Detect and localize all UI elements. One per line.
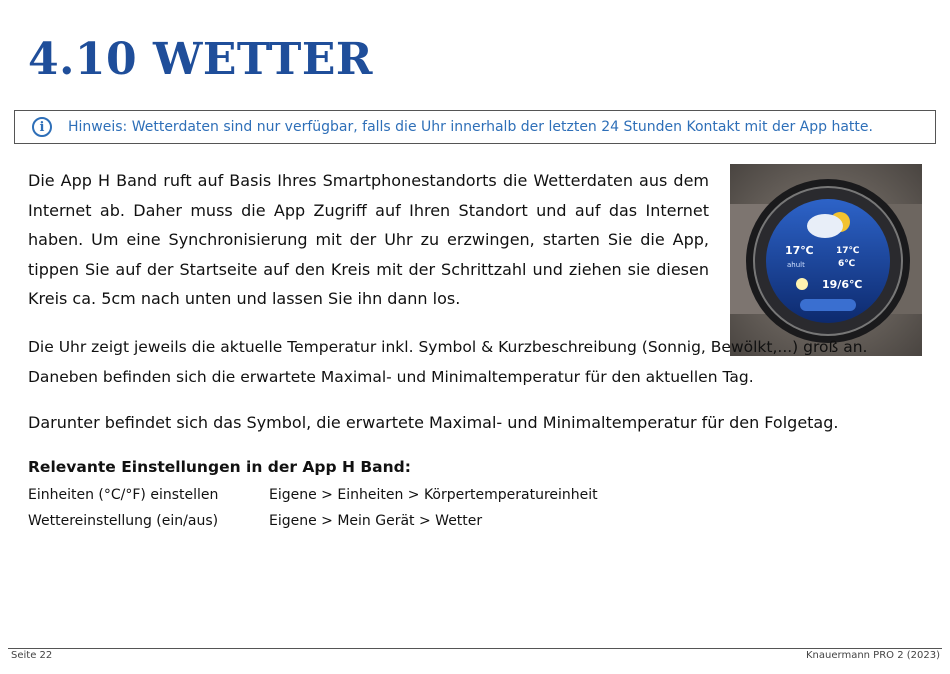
settings-heading: Relevante Einstellungen in der App H Band: xyxy=(28,458,411,476)
info-icon: i xyxy=(32,117,52,137)
document-title: Knauermann PRO 2 (2023) xyxy=(806,650,940,661)
current-temp: 17℃ xyxy=(785,244,814,257)
tomorrow-range: 19/6℃ xyxy=(822,278,863,291)
paragraph-sync: Die App H Band ruft auf Basis Ihres Smartphonestandorts die Wetterdaten aus dem Internet ab. Daher muss die App Zugriff auf Ihren Standort und auf das Internet haben. Um eine Synchronisierung mit der Uhr zu erzwingen, starten Sie die App, tippen Sie auf der Startseite auf den Kreis mit der Schrittzahl und ziehen sie diesen Kreis ca. 5cm nach unten und lassen Sie ihn dann los. xyxy=(28,171,709,308)
settings-label: Einheiten (°C/°F) einstellen xyxy=(28,487,219,503)
hint-box xyxy=(14,110,936,144)
settings-label: Wettereinstellung (ein/aus) xyxy=(28,513,219,529)
settings-row-weather xyxy=(28,513,482,529)
hint-text: Hinweis: Wetterdaten sind nur verfügbar, falls die Uhr innerhalb der letzten 24 Stunden Kontakt mit der App hatte. xyxy=(68,119,873,135)
watch-photo xyxy=(730,164,922,356)
paragraph-nextday: Darunter befindet sich das Symbol, die erwartete Maximal- und Minimaltemperatur für den Folgetag. xyxy=(28,413,839,432)
current-desc: ahult xyxy=(787,261,805,269)
footer-divider xyxy=(8,648,942,649)
watch-illustration xyxy=(730,164,922,356)
settings-path: Eigene > Einheiten > Körpertemperatureinheit xyxy=(269,487,598,503)
today-max: 17℃ xyxy=(836,246,860,256)
page-number: Seite 22 xyxy=(11,650,53,661)
page-title: 4.10 WETTER xyxy=(28,34,373,85)
paragraph-display: Die Uhr zeigt jeweils die aktuelle Temperatur inkl. Symbol & Kurzbeschreibung (Sonnig, Bewölkt,...) groß an. Daneben befinden sich die erwartete Maximal- und Minimaltemperatur für den aktuellen Tag. xyxy=(28,338,868,386)
settings-path: Eigene > Mein Gerät > Wetter xyxy=(269,513,483,529)
today-min: 6℃ xyxy=(838,259,856,269)
settings-row-units xyxy=(28,487,598,503)
